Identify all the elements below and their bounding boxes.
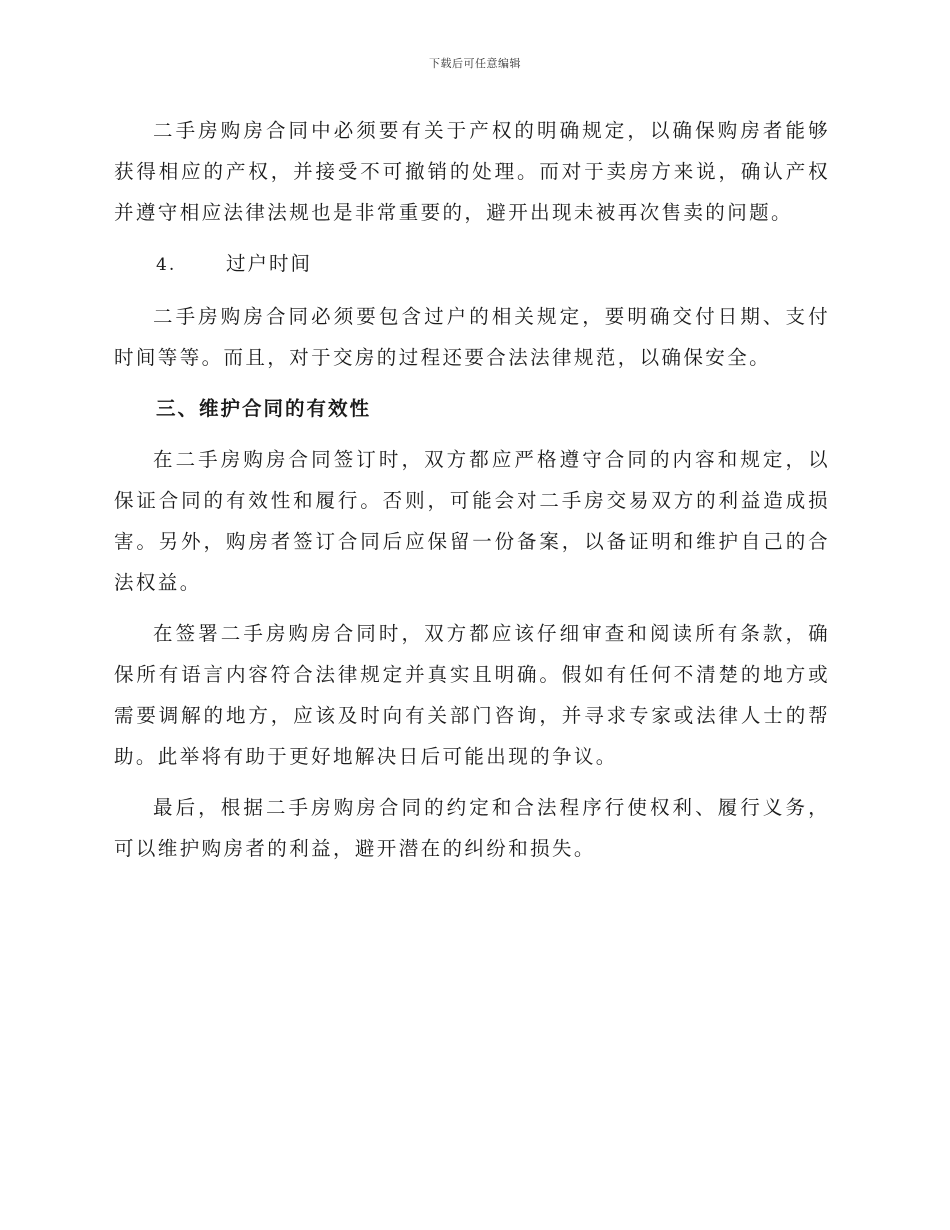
paragraph-transfer: 二手房购房合同必须要包含过户的相关规定，要明确交付日期、支付时间等等。而且，对于交房的过程还要合法法律规范，以确保安全。 <box>114 305 830 369</box>
document-body <box>114 110 830 879</box>
paragraph-signing: 在二手房购房合同签订时，双方都应严格遵守合同的内容和规定，以保证合同的有效性和履行。否则，可能会对二手房交易双方的利益造成损害。另外，购房者签订合同后应保留一份备案，以备证明和维护自己的合法权益。 <box>114 448 830 594</box>
item-title: 过户时间 <box>226 252 313 275</box>
item-number: 4. <box>156 255 177 275</box>
paragraph-review: 在签署二手房购房合同时，双方都应该仔细审查和阅读所有条款，确保所有语言内容符合法律规定并真实且明确。假如有任何不清楚的地方或需要调解的地方，应该及时向有关部门咨询，并寻求专家或法律人士的帮助。此举将有助于更好地解决日后可能出现的争议。 <box>114 622 830 768</box>
section-heading-validity: 三、维护合同的有效性 <box>156 397 372 420</box>
paragraph-conclusion: 最后，根据二手房购房合同的约定和合法程序行使权利、履行义务，可以维护购房者的利益，避开潜在的纠纷和损失。 <box>114 796 830 860</box>
page-header: 下载后可任意编辑 <box>429 57 521 70</box>
item-heading-transfer-time <box>114 243 830 286</box>
paragraph-property-rights: 二手房购房合同中必须要有关于产权的明确规定，以确保购房者能够获得相应的产权，并接受不可撤销的处理。而对于卖房方来说，确认产权并遵守相应法律法规也是非常重要的，避开出现未被再次售卖的问题。 <box>114 119 830 224</box>
